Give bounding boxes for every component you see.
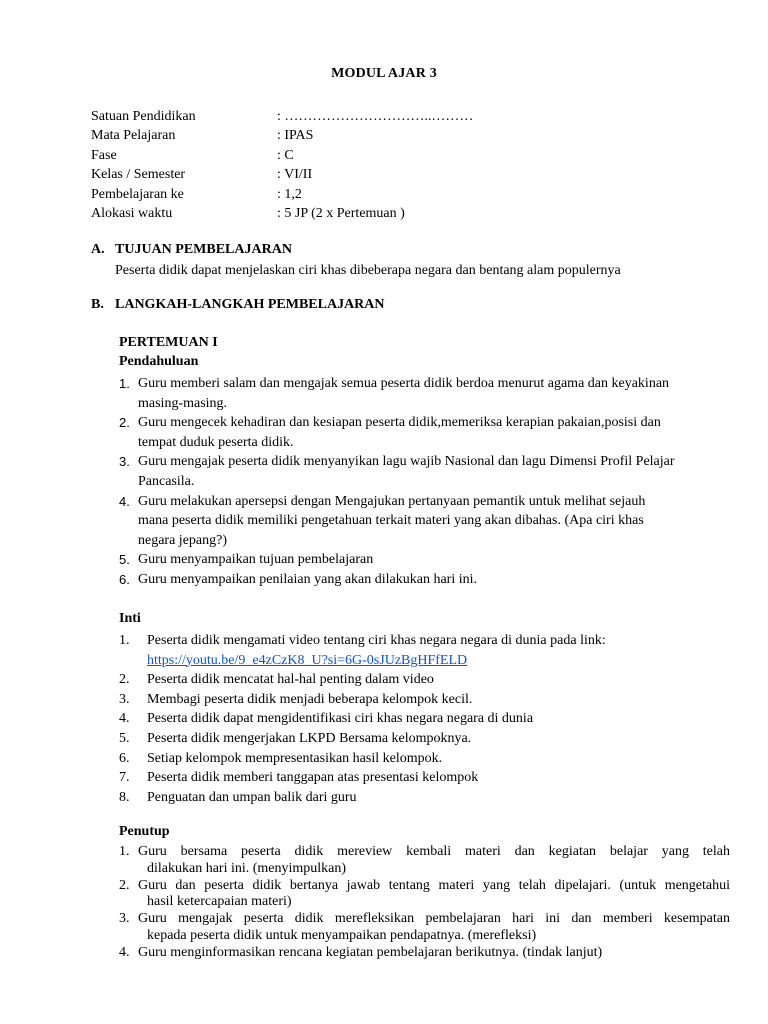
info-label: Kelas / Semester (91, 167, 186, 183)
item-text: Setiap kelompok mempresentasikan hasil kelompok. (147, 750, 443, 766)
section-a-heading (91, 242, 292, 258)
item-number: 8. (119, 789, 130, 805)
document-title: MODUL AJAR 3 (331, 66, 437, 81)
item-number: 1. (119, 376, 130, 391)
item-line: Guru dan peserta didik bertanya jawab tentang materi yang telah dipelajari. (untuk mengetahui (138, 877, 730, 893)
list-item (119, 413, 738, 452)
item-line: Guru menyampaikan tujuan pembelajaran (138, 552, 374, 568)
item-line: Guru mengajak peserta didik menyanyikan lagu wajib Nasional dan lagu Dimensi Profil Pelajar (138, 454, 675, 470)
core-list (119, 631, 737, 807)
item-line: tempat duduk peserta didik. (138, 434, 294, 450)
list-item (119, 788, 737, 808)
item-line: kepada peserta didik untuk menyampaikan pendapatnya. (merefleksi) (147, 927, 537, 943)
section-letter: A. (91, 242, 105, 257)
item-line: Guru menginformasikan rencana kegiatan pembelajaran berikutnya. (tindak lanjut) (138, 944, 603, 960)
item-number: 1. (119, 633, 130, 648)
identity-table (91, 107, 473, 223)
info-row (91, 165, 473, 184)
section-title: TUJUAN PEMBELAJARAN (115, 242, 292, 257)
video-link[interactable]: https://youtu.be/9_e4zCzK8_U?si=6G-0sJUzBgHFfELD (147, 652, 468, 668)
info-value: : IPAS (277, 128, 314, 144)
list-item (119, 944, 730, 962)
item-text: Peserta didik dapat mengidentifikasi ciri khas negara negara di dunia (147, 711, 534, 727)
item-number: 5. (119, 730, 130, 746)
list-item (119, 911, 730, 945)
info-value: : …………………………..……… (277, 109, 474, 124)
item-text: Penguatan dan umpan balik dari guru (147, 789, 357, 805)
closing-heading: Penutup (119, 824, 170, 839)
item-line: Guru melakukan apersepsi dengan Mengajukan pertanyaan pemantik untuk melihat sejauh (138, 493, 646, 509)
item-line: Guru memberi salam dan mengajak semua peserta didik berdoa menurut agama dan keyakinan (138, 376, 670, 391)
meeting-heading: PERTEMUAN I (119, 335, 218, 350)
info-row (91, 126, 473, 145)
item-text: Membagi peserta didik menjadi beberapa kelompok kecil. (147, 691, 473, 707)
info-value: : 5 JP (2 x Pertemuan ) (277, 205, 405, 221)
item-number: 3. (119, 454, 130, 470)
item-number: 4. (119, 944, 130, 960)
item-line: mana peserta didik memiliki pengetahuan terkait materi yang akan dibahas. (Apa ciri khas (138, 513, 644, 529)
item-line: dilakukan hari ini. (menyimpulkan) (147, 860, 347, 876)
item-text: Peserta didik mengamati video tentang ciri khas negara negara di dunia pada link: (147, 633, 606, 648)
info-value: : VI/II (277, 167, 313, 183)
list-item (119, 690, 737, 710)
item-number: 2. (119, 415, 130, 431)
item-line: Guru bersama peserta didik mereview kembali materi dan kegiatan belajar yang telah (138, 844, 730, 859)
list-item (119, 570, 738, 590)
info-label: Pembelajaran ke (91, 186, 184, 202)
core-heading: Inti (119, 611, 141, 626)
opening-heading: Pendahuluan (119, 354, 199, 369)
info-label: Fase (91, 147, 117, 163)
info-row (91, 107, 473, 126)
section-title: LANGKAH-LANGKAH PEMBELAJARAN (115, 297, 385, 312)
item-line: negara jepang?) (138, 532, 227, 548)
list-item (119, 670, 737, 690)
item-number: 2. (119, 672, 130, 688)
info-label: Satuan Pendidikan (91, 109, 196, 124)
opening-list (119, 374, 738, 590)
info-label: Alokasi waktu (91, 205, 173, 221)
list-item (119, 844, 730, 878)
list-item (119, 452, 738, 491)
item-number: 3. (119, 691, 130, 707)
item-line: hasil ketercapaian materi) (147, 894, 292, 910)
item-number: 6. (119, 750, 130, 766)
section-b-heading (91, 297, 385, 313)
item-text: Peserta didik mencatat hal-hal penting dalam video (147, 672, 434, 688)
info-row (91, 185, 473, 204)
info-label: Mata Pelajaran (91, 128, 176, 144)
list-item (119, 550, 738, 570)
list-item (119, 729, 737, 749)
item-number: 7. (119, 770, 130, 786)
item-line: masing-masing. (138, 395, 228, 411)
list-item (119, 709, 737, 729)
list-item (119, 492, 738, 551)
item-number: 1. (119, 844, 130, 859)
section-letter: B. (91, 297, 104, 312)
item-text: Peserta didik mengerjakan LKPD Bersama kelompoknya. (147, 730, 472, 746)
item-number: 4. (119, 711, 130, 727)
list-item (119, 768, 737, 788)
list-item (119, 749, 737, 769)
item-number: 2. (119, 877, 130, 893)
objective-text: Peserta didik dapat menjelaskan ciri khas dibeberapa negara dan bentang alam populernya (115, 263, 621, 278)
list-item (119, 374, 738, 413)
item-line: Guru mengajak peserta didik merefleksikan pembelajaran hari ini dan memberi kesempatan (138, 911, 730, 927)
info-row (91, 146, 473, 165)
item-line: Pancasila. (138, 473, 195, 489)
item-line: Guru menyampaikan penilaian yang akan dilakukan hari ini. (138, 571, 478, 587)
item-number: 6. (119, 571, 130, 587)
closing-list (119, 844, 730, 962)
item-number: 5. (119, 552, 130, 568)
item-line: Guru mengecek kehadiran dan kesiapan peserta didik,memeriksa kerapian pakaian,posisi dan (138, 415, 661, 431)
item-text: Peserta didik memberi tanggapan atas presentasi kelompok (147, 770, 479, 786)
info-value: : C (277, 147, 294, 163)
info-row (91, 204, 473, 223)
item-number: 4. (119, 493, 130, 509)
list-item (119, 877, 730, 912)
item-number: 3. (119, 911, 130, 927)
info-value: : 1,2 (277, 186, 302, 202)
list-item (119, 631, 737, 670)
